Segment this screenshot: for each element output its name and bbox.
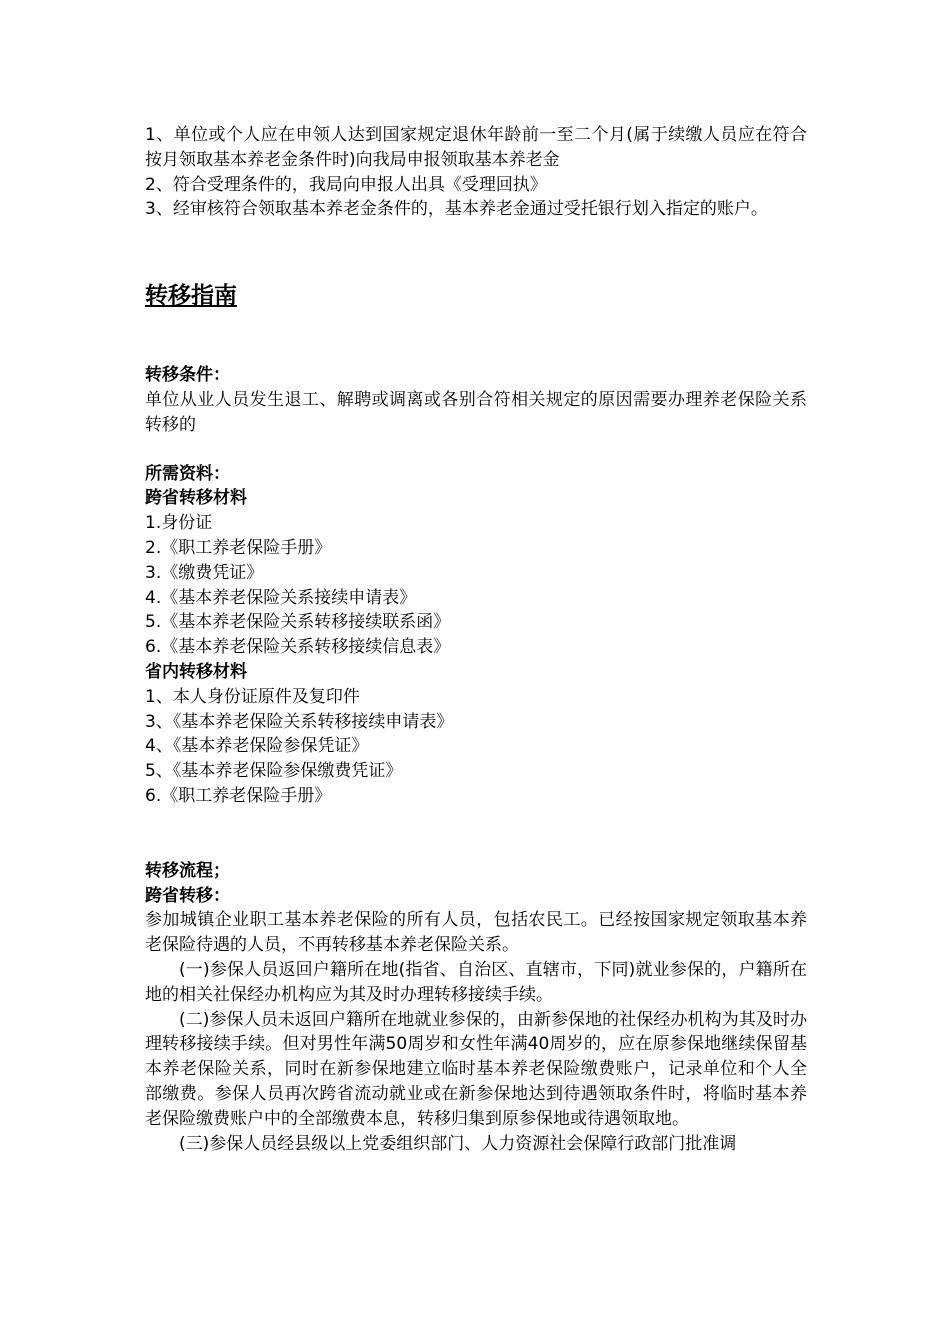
cross-process-heading: 跨省转移： [145, 885, 230, 906]
process-clause-2: (二)参保人员未返回户籍所在地就业参保的，由新参保地的社保经办机构为其及时办理转移接续手续。但对男性年满50周岁和女性年满40周岁的，应在原参保地继续保留基本养老保险关系，同时在新参保地建立临时基本养老保险缴费账户，记录单位和个人全部缴费。参保人员再次跨省流动就业或在新参保地达到待遇领取条件时，将临时基本养老保险缴费账户中的全部缴费本息，转移归集到原参保地或待遇领取地。 [145, 1009, 807, 1129]
cross-material-item: 2.《职工养老保险手册》 [145, 537, 332, 558]
in-material-item: 3、《基本养老保险关系转移接续申请表》 [145, 711, 454, 732]
in-province-heading: 省内转移材料 [145, 661, 247, 682]
cross-province-heading: 跨省转移材料 [145, 488, 247, 509]
section-title: 转移指南 [145, 283, 237, 310]
cross-material-item: 1.身份证 [145, 513, 213, 534]
in-material-item: 4、《基本养老保险参保凭证》 [145, 736, 369, 757]
in-material-item: 1、本人身份证原件及复印件 [145, 686, 360, 707]
intro-step-3: 3、经审核符合领取基本养老金条件的，基本养老金通过受托银行划入指定的账户。 [145, 199, 768, 220]
in-material-item: 6.《职工养老保险手册》 [145, 785, 332, 806]
cross-material-item: 4.《基本养老保险关系接续申请表》 [145, 587, 417, 608]
intro-step-1: 1、单位或个人应在申领人达到国家规定退休年龄前一至二个月(属于续缴人员应在符合按月领取基本养老金条件时)向我局申报领取基本养老金 [145, 125, 807, 170]
in-material-item: 5、《基本养老保险参保缴费凭证》 [145, 761, 403, 782]
intro-step-2: 2、符合受理条件的，我局向申报人出具《受理回执》 [145, 174, 547, 195]
process-intro: 参加城镇企业职工基本养老保险的所有人员，包括农民工。已经按国家规定领取基本养老保险待遇的人员，不再转移基本养老保险关系。 [145, 910, 807, 956]
process-heading: 转移流程； [145, 860, 230, 881]
process-clause-1: (一)参保人员返回户籍所在地(指省、自治区、直辖市，下同)就业参保的，户籍所在地的相关社保经办机构应为其及时办理转移接续手续。 [145, 959, 807, 1005]
cross-material-item: 5.《基本养老保险关系转移接续联系函》 [145, 612, 451, 633]
cross-material-item: 3.《缴费凭证》 [145, 562, 264, 583]
cross-material-item: 6.《基本养老保险关系转移接续信息表》 [145, 637, 451, 658]
materials-heading: 所需资料： [145, 463, 230, 484]
conditions-text: 单位从业人员发生退工、解聘或调离或各别合符相关规定的原因需要办理养老保险关系转移的 [145, 389, 807, 435]
process-clause-3: (三)参保人员经县级以上党委组织部门、人力资源社会保障行政部门批准调 [179, 1133, 737, 1154]
conditions-heading: 转移条件： [145, 365, 230, 386]
document-body [145, 123, 807, 1156]
